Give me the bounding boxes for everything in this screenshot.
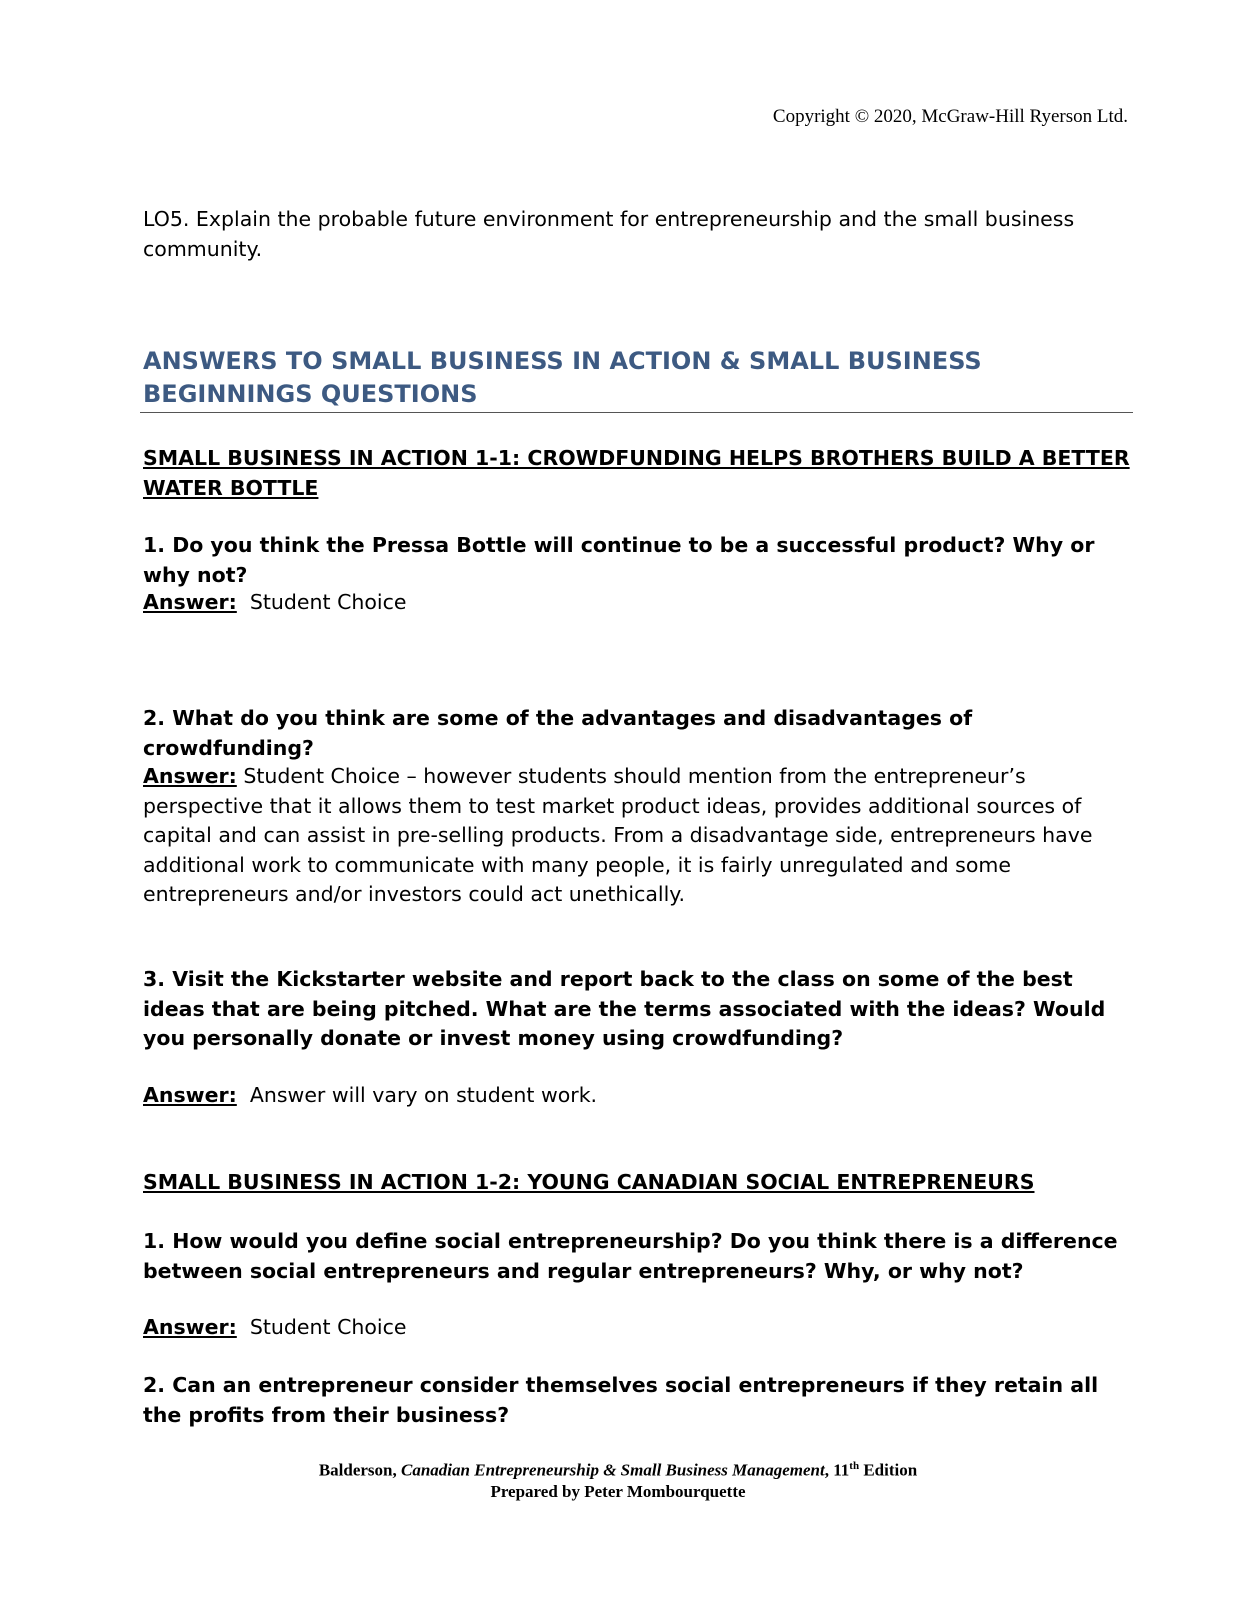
answer-label: Answer: bbox=[143, 1083, 237, 1107]
answer-1-1-2 bbox=[143, 762, 1138, 910]
footer-book-title: Canadian Entrepreneurship & Small Business Management bbox=[401, 1460, 825, 1480]
answer-text: Student Choice bbox=[249, 590, 407, 614]
footer-edition-word: Edition bbox=[863, 1460, 918, 1480]
heading-divider bbox=[140, 412, 1133, 413]
page-footer bbox=[0, 1456, 1236, 1502]
footer-author: Balderson, bbox=[318, 1460, 397, 1480]
footer-citation: Balderson, Canadian Entrepreneurship & Small Business Management, 11th Edition bbox=[318, 1460, 918, 1480]
footer-edition-suffix: th bbox=[849, 1460, 860, 1472]
answer-1-1-1 bbox=[143, 588, 1138, 618]
footer-edition-number: 11 bbox=[833, 1460, 850, 1480]
section-title-1-2: SMALL BUSINESS IN ACTION 1-2: YOUNG CANADIAN SOCIAL ENTREPRENEURS bbox=[143, 1170, 1035, 1194]
question-1-2-1: 1. How would you define social entrepreneurship? Do you think there is a difference between social entrepreneurs and regular entrepreneurs? Why, or why not? bbox=[143, 1229, 1118, 1283]
question-1-1-1: 1. Do you think the Pressa Bottle will continue to be a successful product? Why or why not? bbox=[143, 533, 1095, 587]
section-title-1-1: SMALL BUSINESS IN ACTION 1-1: CROWDFUNDING HELPS BROTHERS BUILD A BETTER WATER BOTTLE bbox=[143, 446, 1130, 500]
answer-text: Student Choice bbox=[249, 1315, 407, 1339]
answer-label: Answer: bbox=[143, 590, 237, 614]
footer-prepared-by: Prepared by Peter Mombourquette bbox=[490, 1481, 746, 1501]
copyright-notice: Copyright © 2020, McGraw-Hill Ryerson Ltd. bbox=[772, 106, 1128, 127]
section-heading: ANSWERS TO SMALL BUSINESS IN ACTION & SMALL BUSINESS BEGINNINGS QUESTIONS bbox=[143, 347, 982, 408]
question-1-2-2: 2. Can an entrepreneur consider themselves social entrepreneurs if they retain all the profits from their business? bbox=[143, 1373, 1099, 1427]
learning-objective: LO5. Explain the probable future environment for entrepreneurship and the small business community. bbox=[143, 207, 1075, 261]
answer-1-1-3 bbox=[143, 1081, 1138, 1111]
question-1-1-2: 2. What do you think are some of the advantages and disadvantages of crowdfunding? bbox=[143, 706, 973, 760]
answer-text: Answer will vary on student work. bbox=[249, 1083, 598, 1107]
answer-label: Answer: bbox=[143, 1315, 237, 1339]
question-1-1-3: 3. Visit the Kickstarter website and report back to the class on some of the best ideas that are being pitched. What are the terms associated with the ideas? Would you personally donate or invest money using crowdfunding? bbox=[143, 967, 1106, 1050]
answer-text: Student Choice – however students should mention from the entrepreneur’s perspective that it allows them to test market product ideas, provides additional sources of capital and can assist in pre-selling products. From a disadvantage side, entrepreneurs have additional work to communicate with many people, it is fairly unregulated and some entrepreneurs and/or investors could act unethically. bbox=[143, 764, 1093, 906]
answer-label: Answer: bbox=[143, 764, 237, 788]
answer-1-2-1 bbox=[143, 1313, 1138, 1343]
